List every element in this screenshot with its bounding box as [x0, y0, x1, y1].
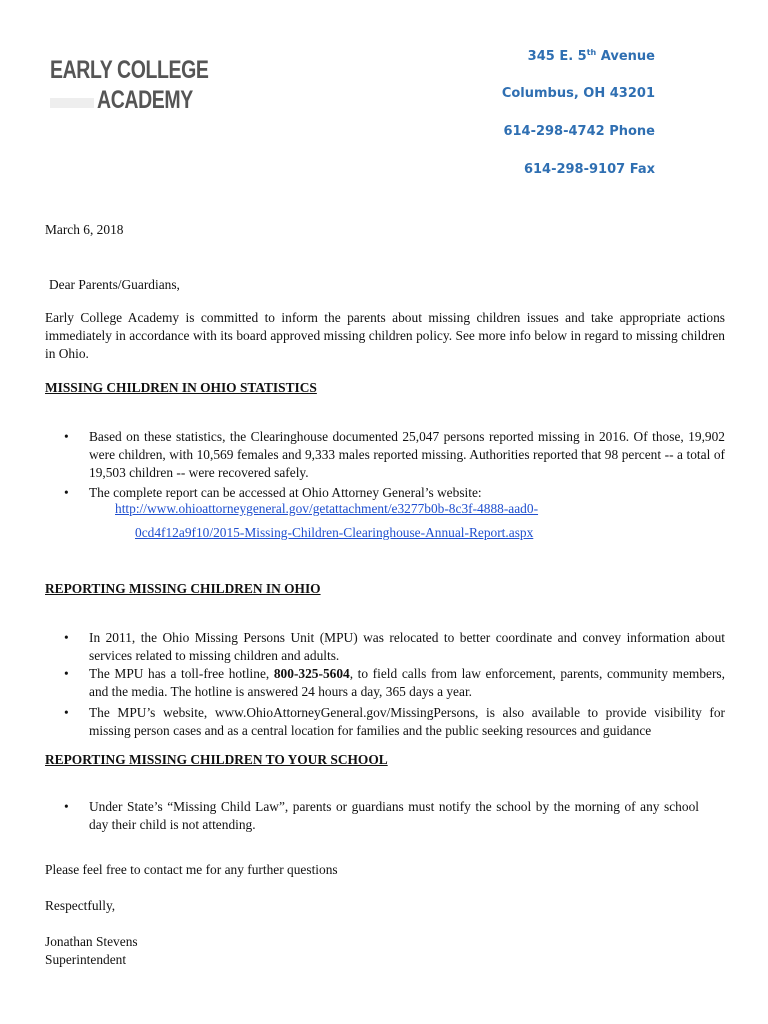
logo-line-1: EARLY COLLEGE	[50, 56, 209, 84]
section-heading-reporting-school: REPORTING MISSING CHILDREN TO YOUR SCHOOL	[45, 752, 388, 767]
bullet-dot: •	[64, 705, 69, 720]
signoff: Respectfully,	[45, 898, 116, 913]
contact-phone: 614-298-4742 Phone	[503, 124, 655, 139]
contact-fax: 614-298-9107 Fax	[523, 162, 655, 177]
contact-city: Columbus, OH 43201	[501, 86, 655, 101]
signer-name: Jonathan Stevens	[45, 934, 138, 949]
mpu-hotline-text: The MPU has a toll-free hotline, 800-325-5604, to field calls from law enforcement, parents, community members, and the media. The hotline is answered 24 hours a day, 365 days a year.	[89, 666, 725, 699]
closing-line: Please feel free to contact me for any further questions	[45, 862, 338, 877]
hotline-number: 800-325-5604	[273, 666, 350, 681]
bullet-dot: •	[64, 666, 69, 681]
report-link-part-2[interactable]: 0cd4f12a9f10/2015-Missing-Children-Clearinghouse-Annual-Report.aspx	[135, 525, 534, 540]
school-logo	[48, 56, 209, 116]
letter-greeting: Dear Parents/Guardians,	[49, 277, 180, 292]
report-link-line-1[interactable]	[115, 500, 538, 518]
bullet-dot: •	[64, 485, 69, 500]
missing-child-law-text: Under State’s “Missing Child Law”, parents or guardians must notify the school by the morning of any school day their child is not attending.	[89, 799, 699, 832]
report-link-part-1[interactable]: http://www.ohioattorneygeneral.gov/getattachment/e3277b0b-8c3f-4888-aad0-	[115, 501, 539, 516]
bullet-dot: •	[64, 799, 69, 814]
mpu-relocation-text: In 2011, the Ohio Missing Persons Unit (MPU) was relocated to better coordinate and convey information about services related to missing children and adults.	[89, 630, 725, 663]
bullet-dot: •	[64, 630, 69, 645]
letter-date: March 6, 2018	[45, 222, 124, 237]
section-heading-reporting-ohio: REPORTING MISSING CHILDREN IN OHIO	[45, 581, 321, 596]
logo-line-2: ACADEMY	[97, 86, 193, 114]
signer-title: Superintendent	[45, 952, 127, 967]
bullet-dot: •	[64, 429, 69, 444]
report-link-line-2[interactable]	[135, 524, 533, 542]
stats-bullet-text: Based on these statistics, the Clearinghouse documented 25,047 persons reported missing in 2016. Of those, 19,902 were children, with 10,569 females and 9,333 males reported missing. Authorities reported that 98 percent -- a total of 19,503 children -- were recovered safely.	[89, 429, 725, 480]
section-heading-statistics: MISSING CHILDREN IN OHIO STATISTICS	[45, 380, 317, 395]
logo-bar	[50, 98, 94, 108]
report-bullet-text: The complete report can be accessed at Ohio Attorney General’s website:	[89, 485, 482, 500]
contact-address: 345 E. 5th Avenue	[527, 48, 655, 64]
intro-paragraph: Early College Academy is committed to inform the parents about missing children issues and take appropriate actions immediately in accordance with its board approved missing children policy. See more info below in regard to missing children in Ohio.	[45, 310, 725, 361]
mpu-website-text: The MPU’s website, www.OhioAttorneyGeneral.gov/MissingPersons, is also available to provide visibility for missing person cases and as a central location for families and the public seeking resources and guidance	[89, 705, 725, 738]
